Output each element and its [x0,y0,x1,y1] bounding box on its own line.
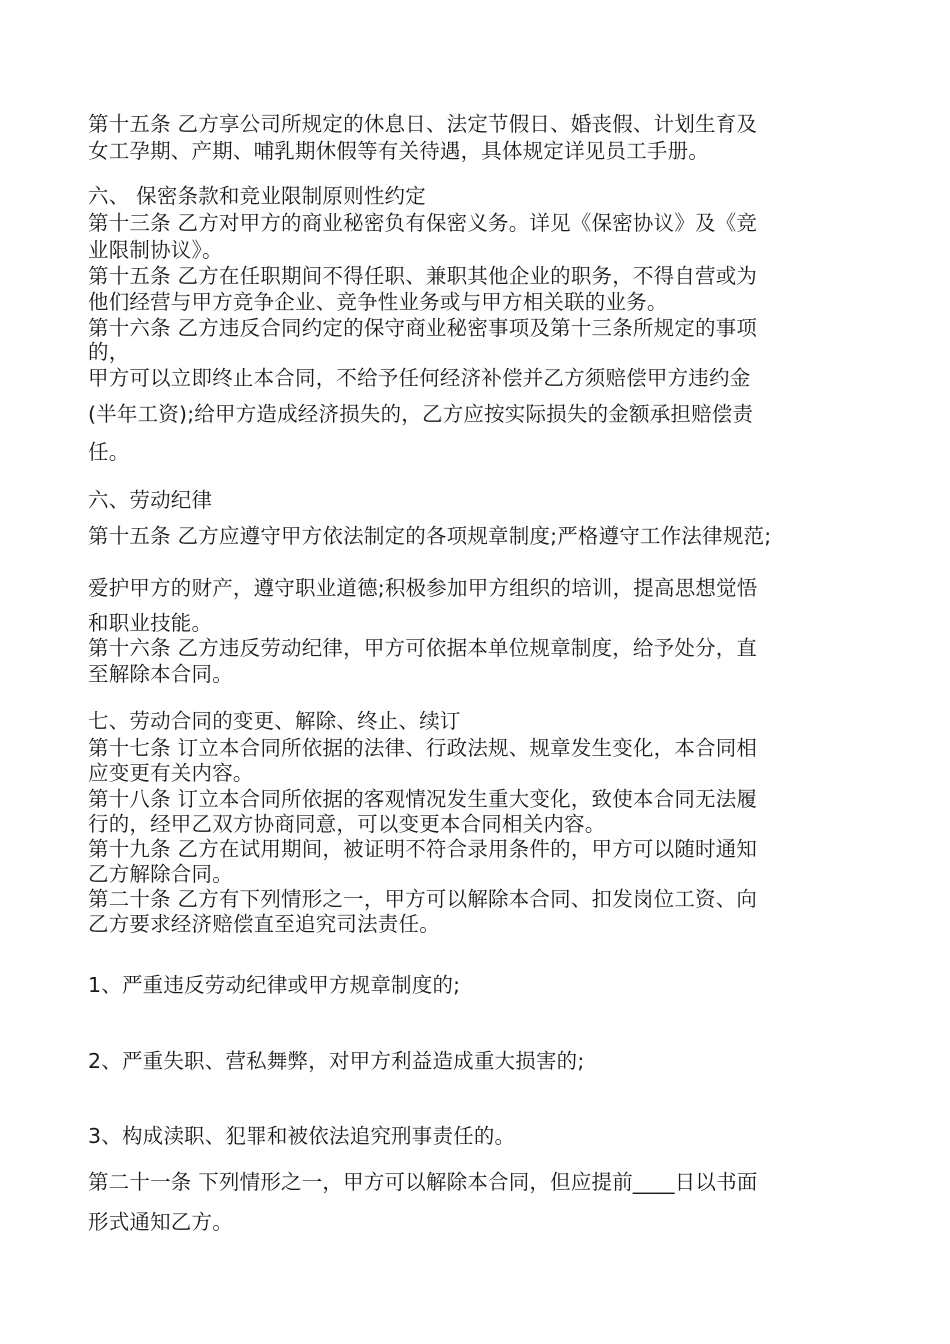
text-line: 爱护甲方的财产，遵守职业道德;积极参加甲方组织的培训，提高思想觉悟 [88,576,758,600]
text-line: 第二十条 乙方有下列情形之一，甲方可以解除本合同、扣发岗位工资、向 [88,887,758,911]
list-item: 3、构成渎职、犯罪和被依法追究刑事责任的。 [88,1124,516,1148]
text-line: 第十六条 乙方违反劳动纪律，甲方可依据本单位规章制度，给予处分，直 [88,636,758,660]
text-line: 第十三条 乙方对甲方的商业秘密负有保密义务。详见《保密协议》及《竞 [88,211,758,235]
text-line: 至解除本合同。 [88,662,233,686]
text-line: 第十六条 乙方违反合同约定的保守商业秘密事项及第十三条所规定的事项 [88,316,758,340]
text-line: 形式通知乙方。 [88,1210,233,1234]
text-line: 乙方要求经济赔偿直至追究司法责任。 [88,912,440,936]
text-line: 业限制协议》。 [88,238,223,262]
section-heading: 七、劳动合同的变更、解除、终止、续订 [88,709,461,733]
list-item: 2、严重失职、营私舞弊，对甲方利益造成重大损害的; [88,1049,585,1073]
section-heading: 六、劳动纪律 [88,488,213,512]
text-line: 女工孕期、产期、哺乳期休假等有关待遇，具体规定详见员工手册。 [88,139,709,163]
section-heading: 六、 保密条款和竞业限制原则性约定 [88,184,426,208]
text-line: 第十五条 乙方享公司所规定的休息日、法定节假日、婚丧假、计划生育及 [88,112,758,136]
text-line: 他们经营与甲方竞争企业、竞争性业务或与甲方相关联的业务。 [88,290,668,314]
text-line: 的， [88,340,130,364]
text-line: 第十五条 乙方在任职期间不得任职、兼职其他企业的职务，不得自营或为 [88,264,758,288]
text-line: 第十五条 乙方应遵守甲方依法制定的各项规章制度;严格遵守工作法律规范; [88,524,772,548]
text-line: 任。 [88,440,130,464]
text-line: 第十八条 订立本合同所依据的客观情况发生重大变化，致使本合同无法履 [88,787,758,811]
text-line: 行的，经甲乙双方协商同意，可以变更本合同相关内容。 [88,812,606,836]
text-line: 乙方解除合同。 [88,862,233,886]
text-line: 甲方可以立即终止本合同，不给予任何经济补偿并乙方须赔偿甲方违约金 [88,366,751,390]
text-line: (半年工资);给甲方造成经济损失的，乙方应按实际损失的金额承担赔偿责 [88,402,754,426]
list-item: 1、严重违反劳动纪律或甲方规章制度的; [88,973,461,997]
text-line: 第十九条 乙方在试用期间，被证明不符合录用条件的，甲方可以随时通知 [88,837,758,861]
text-line: 和职业技能。 [88,611,213,635]
text-line: 应变更有关内容。 [88,761,254,785]
text-line: 第二十一条 下列情形之一，甲方可以解除本合同，但应提前____日以书面 [88,1170,758,1194]
text-line: 第十七条 订立本合同所依据的法律、行政法规、规章发生变化，本合同相 [88,736,758,760]
